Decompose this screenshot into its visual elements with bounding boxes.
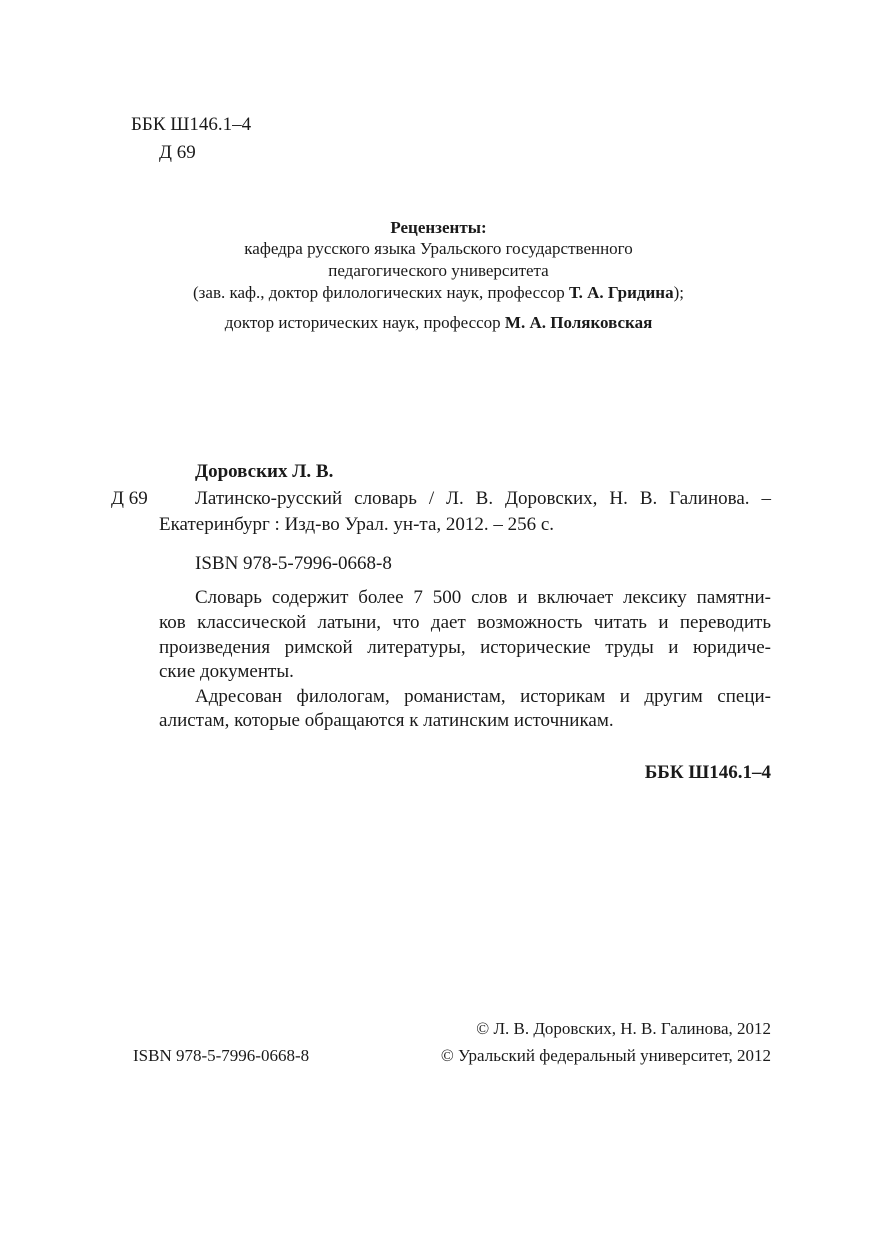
reviewers-line-4 bbox=[0, 313, 877, 333]
bbk-code: ББК Ш146.1–4 bbox=[131, 114, 252, 135]
reviewers-line-3-suffix: ); bbox=[673, 283, 684, 302]
reviewers-line-2: педагогического университета bbox=[328, 261, 549, 280]
annotation-p1-line-4: ские документы. bbox=[159, 661, 294, 682]
reviewers-line-4-prefix: доктор исторических наук, профессор bbox=[224, 313, 505, 332]
annotation-p2-line-2: алистам, которые обращаются к латинским источникам. bbox=[159, 710, 614, 731]
bbk-bottom: ББК Ш146.1–4 bbox=[644, 762, 771, 783]
annotation-p1-line-2: ков классической латыни, что дает возможность читать и переводить bbox=[159, 612, 771, 633]
reviewers-line-1: кафедра русского языка Уральского государственного bbox=[244, 239, 633, 258]
catalog-title-line-1: Латинско-русский словарь / Л. В. Доровских, Н. В. Галинова. – bbox=[195, 488, 771, 509]
author-mark: Д 69 bbox=[159, 142, 196, 163]
catalog-author-heading: Доровских Л. В. bbox=[195, 461, 334, 482]
reviewer-1-name: Т. А. Гридина bbox=[568, 283, 674, 302]
reviewers-line-3-prefix: (зав. каф., доктор филологических наук, профессор bbox=[193, 283, 569, 302]
catalog-isbn: ISBN 978-5-7996-0668-8 bbox=[195, 553, 392, 574]
catalog-author-mark: Д 69 bbox=[111, 488, 148, 509]
reviewers-line-3 bbox=[0, 283, 877, 303]
reviewers-heading: Рецензенты: bbox=[390, 218, 487, 237]
annotation-p1-line-1: Словарь содержит более 7 500 слов и включает лексику памятни- bbox=[195, 587, 771, 608]
annotation-p1-line-3: произведения римской литературы, исторические труды и юридиче- bbox=[159, 637, 771, 658]
annotation-p2-line-1: Адресован филологам, романистам, историкам и другим специ- bbox=[195, 686, 771, 707]
copyright-university: © Уральский федеральный университет, 2012 bbox=[440, 1046, 771, 1065]
catalog-title-line-2: Екатеринбург : Изд-во Урал. ун-та, 2012. – 256 с. bbox=[159, 514, 555, 535]
footer-isbn: ISBN 978-5-7996-0668-8 bbox=[133, 1046, 310, 1065]
copyright-authors: © Л. В. Доровских, Н. В. Галинова, 2012 bbox=[476, 1019, 771, 1038]
reviewer-2-name: М. А. Поляковская bbox=[504, 313, 653, 332]
